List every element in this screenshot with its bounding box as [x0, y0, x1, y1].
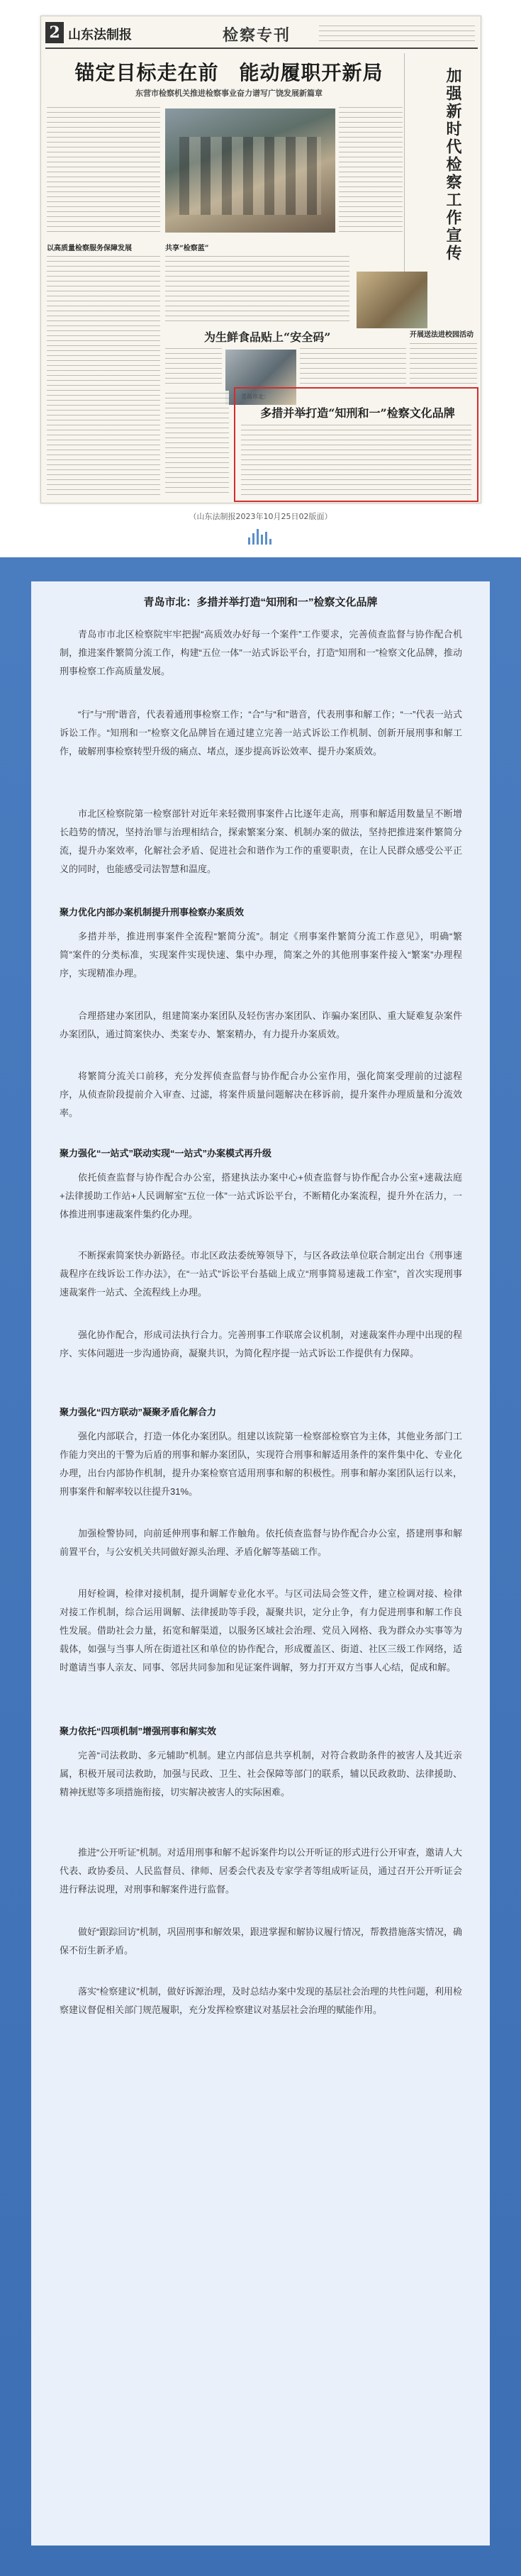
bar-chart-icon [248, 529, 274, 545]
article-paragraph: 推进“公开听证”机制。对适用刑事和解不起诉案件均以公开听证的形式进行公开审查，邀请人大代表、政协委员、人民监督员、律师、居委会代表及专家学者等组成听证员，通过召开公开听证会进行释法说理，对刑事和解案件进行监督。 [60, 1847, 462, 1895]
section-heading: 聚力优化内部办案机制提升刑事检察办案质效 [60, 907, 245, 918]
article-paragraph: 加强检警协同，向前延伸刑事和解工作触角。依托侦查监督与协作配合办公室，搭建刑事和解前置平台，与公安机关共同做好源头治理、矛盾化解等基础工作。 [60, 1528, 462, 1557]
masthead-meta [319, 23, 475, 43]
box-text [241, 423, 471, 497]
text-column [47, 254, 160, 498]
text-column [410, 341, 477, 384]
text-column [165, 254, 349, 321]
mini-headline-left: 以高质量检察服务保障发展 [47, 245, 132, 252]
text-column [165, 391, 229, 497]
mid-headline: 为生鲜食品贴上“安全码” [204, 330, 331, 344]
mini-headline-left2: 共享“检察蓝” [165, 245, 209, 252]
text-column [339, 105, 403, 233]
article-paragraph: 用好检调，检律对接机制，提升调解专业化水平。与区司法局会签文件，建立检调对接、检律对接工作机制，综合运用调解、法律援助等手段，凝聚共识，定分止争，有力促进刑事和解工作良性发展。借助社会力量，拓宽和解渠道，以服务区域社会治理、党员入网格、我为群众办实事等为载体，如强与当事人所在街道社区和单位的协作配合，形成覆盖区、街道、社区三级工作网络，适时邀请当事人亲友、同事、邻居共同参加和见证案件调解，努力打开双方当事人心结，促成和解。 [60, 1588, 462, 1673]
article-paragraph: 市北区检察院第一检察部针对近年来轻微刑事案件占比逐年走高，刑事和解适用数量呈不断增长趋势的情况，坚持治罪与治理相结合，探索繁案分案、机制办案的做法，坚持把推进案件繁简分流，提升办案效率，化解社会矛盾、促进社会和谐作为工作的重要职责，在让人民群众感受公平正义的同时，也能感受司法智慧和温度。 [60, 808, 462, 874]
newspaper-page-image [40, 16, 481, 503]
article-paragraph: 做好“跟踪回访”机制，巩固刑事和解效果，跟进掌握和解协议履行情况，帮教措施落实情况，确保不衍生新矛盾。 [60, 1927, 462, 1956]
article-paragraph: 多措并举，推进刑事案件全流程“繁简分流”。制定《刑事案件繁简分流工作意见》，明确“繁简”案件的分类标准，实现案件实现快速、集中办理，简案之外的其他刑事案件接入“繁案”办理程序，实现精准办理。 [60, 931, 462, 978]
text-column [300, 346, 406, 385]
newspaper-headline: 锚定目标走在前 能动履职开新局 [74, 61, 383, 84]
classroom-photo [165, 108, 335, 233]
text-column [47, 105, 160, 233]
article-paragraph: 完善“司法救助、多元辅助”机制。建立内部信息共享机制，对符合救助条件的被害人及其近亲属，积极开展司法救助，加强与民政、卫生、社会保障等部门的联系，辅以民政救助、法律援助、精神抚慰等多项措施衔接，切实解决被害人的实际困难。 [60, 1750, 462, 1797]
newspaper-masthead [45, 21, 478, 49]
article-paragraph: 青岛市市北区检察院牢牢把握“高质效办好每一个案件”工作要求，完善侦查监督与协作配合机制，推进案件繁简分流工作，构建“五位一体”一站式诉讼平台，打造“知刑和一”检察文化品牌，推动刑事检察工作高质量发展。 [60, 629, 462, 676]
article-paragraph: 将繁简分流关口前移，充分发挥侦查监督与协作配合办公室作用，强化简案受理前的过滤程序，从侦查阶段提前介入审查、过滤，将案件质量问题解决在移诉前，提升案件办理质量和分流效率。 [60, 1071, 462, 1118]
article-paragraph: 依托侦查监督与协作配合办公室，搭建执法办案中心+侦查监督与协作配合办公室+速裁法庭+法律援助工作站+人民调解室“五位一体”一站式诉讼平台，不断精化办案流程，提升外在活力，一体推进刑事速裁案件集约化办理。 [60, 1172, 462, 1220]
article-paragraph: 不断探索简案快办新路径。市北区政法委统筹领导下，与区各政法单位联合制定出台《刑事速裁程序在线诉讼工作办法》，在“一站式”诉讼平台基础上成立“刑事简易速裁工作室”，首次实现刑事速裁案件一站式、全流程线上办理。 [60, 1250, 462, 1298]
highlighted-article-box [234, 387, 478, 502]
article-paragraph: 强化内部联合，打造一体化办案团队。组建以该院第一检察部检察官为主体，其他业务部门工作能力突出的干警为后盾的刑事和解办案团队，实现符合刑事和解适用条件的案件集中化、专业化办理，出台内部协作机制，提升办案检察官适用刑事和解的积极性。刑事和解办案团队运行以来，刑事案件和解率较以往提升31%。 [60, 1431, 462, 1497]
article-paragraph: 强化协作配合，形成司法执行合力。完善刑事工作联席会议机制，对速裁案件办理中出现的程序、实体问题进一步沟通协商，凝聚共识，为简化程序提一站式诉讼工作提供有力保障。 [60, 1329, 462, 1359]
newspaper-subhead: 东营市检察机关推进检察事业奋力谱写广饶发展新篇章 [135, 89, 323, 98]
section-heading: 聚力强化“一站式”联动实现“一站式”办案模式再升级 [60, 1148, 272, 1159]
page-number: 2 [45, 22, 64, 43]
section-heading: 聚力强化“四方联动”凝聚矛盾化解合力 [60, 1407, 217, 1417]
box-headline: 多措并举打造“知刑和一”检察文化品牌 [260, 406, 455, 420]
article-paragraph: “行”与“刑”谐音，代表着通刑事检察工作；“合”与“和”谐音，代表刑事和解工作；“一”代表一站式诉讼工作。“知刑和一”检察文化品牌旨在通过建立完善一站式诉讼工作机制、创新开展刑事和解工作，破解刑事检察转型升级的痛点、堵点，逐步提高诉讼效率、提升办案质效。 [60, 709, 462, 757]
paper-name: 山东法制报 [68, 28, 132, 43]
article-paragraph: 落实“检察建议”机制，做好诉源治理，及时总结办案中发现的基层社会治理的共性问题，利用检察建议督促相关部门规范履职，充分发挥检察建议对基层社会治理的赋能作用。 [60, 1986, 462, 2015]
mini-headline-right: 开展送法进校园活动 [410, 331, 474, 339]
text-column [165, 346, 222, 385]
newspaper-caption: （山东法制报2023年10月25日02版面） [189, 512, 332, 521]
article-title: 青岛市北：多措并举打造“知刑和一”检察文化品牌 [143, 596, 378, 608]
section-title: 检察专刊 [223, 26, 291, 45]
box-tag: 青岛市北： [241, 394, 269, 400]
section-heading: 聚力依托“四项机制”增强刑事和解实效 [60, 1726, 217, 1736]
article-paragraph: 合理搭建办案团队，组建简案办案团队及轻伤害办案团队、诈骗办案团队、重大疑难复杂案件办案团队，通过简案快办、类案专办、繁案精办，有力提升办案质效。 [60, 1010, 462, 1039]
news-photo-2 [357, 272, 427, 328]
vertical-headline: 加强新时代检察工作宣传 [444, 67, 462, 262]
